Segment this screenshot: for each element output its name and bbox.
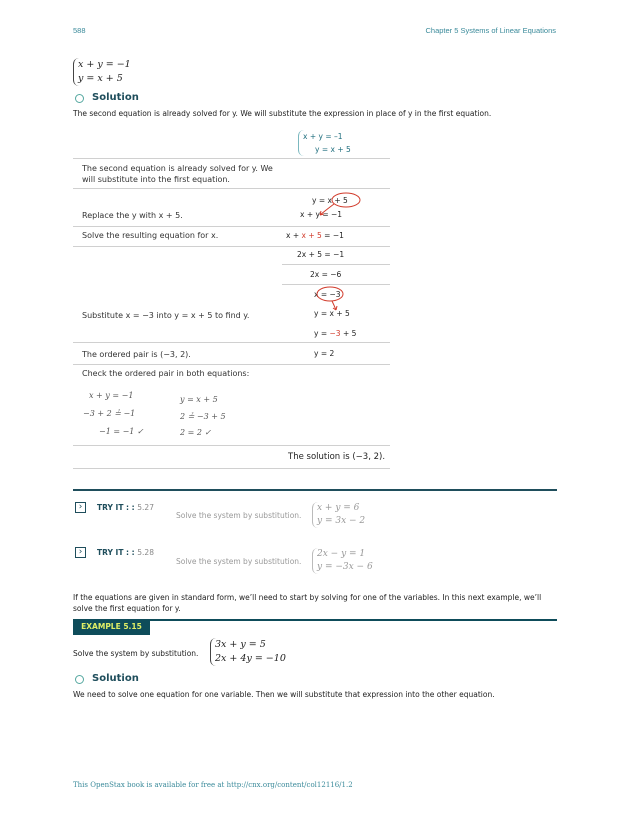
table-rule <box>282 264 390 265</box>
solution-system <box>298 130 351 156</box>
try-it-label: TRY IT : : 5.28 <box>97 548 154 557</box>
try-it-prompt: Solve the system by substitution. <box>176 511 302 520</box>
try-it-system <box>312 548 373 574</box>
work-eq: y = 2 <box>314 349 335 358</box>
footer-note: This OpenStax book is available for free at http://cnx.org/content/col12116/1.2 <box>73 781 353 789</box>
conclusion: The solution is (−3, 2). <box>288 452 386 462</box>
table-rule <box>73 158 390 159</box>
check-right: y = x + 5 <box>180 395 218 404</box>
example-prompt: Solve the system by substitution. <box>73 649 199 658</box>
example-badge: EXAMPLE 5.15 <box>73 619 150 635</box>
substitution-arrow <box>310 284 360 314</box>
step-text: The ordered pair is (−3, 2). <box>82 350 191 359</box>
solution-intro: The second equation is already solved for y. We will substitute the expression in place of y in the first equation. <box>73 109 492 118</box>
table-rule <box>73 445 390 446</box>
solution-eq1: x + y = –1 <box>303 132 343 141</box>
try-it-system <box>312 502 365 528</box>
try-it-eq1: 2x − y = 1 <box>317 549 366 559</box>
try-it-eq2: y = −3x − 6 <box>317 562 373 572</box>
solution-title: Solution <box>92 673 139 684</box>
work-eq: y = −3 + 5 <box>314 329 357 338</box>
try-it-eq2: y = 3x − 2 <box>317 516 366 526</box>
try-it-eq1: x + y = 6 <box>317 503 360 513</box>
table-rule <box>73 342 390 343</box>
step-text: The second equation is already solved for y. We will substitute into the first equation. <box>82 164 273 184</box>
example-rule <box>150 619 557 621</box>
substitution-arrow <box>296 190 366 220</box>
example-system <box>210 638 286 666</box>
check-right: 2 ≟ −3 + 5 <box>180 412 226 421</box>
work-eq: 2x = −6 <box>310 270 342 279</box>
page-number: 588 <box>73 26 86 35</box>
solution-title: Solution <box>92 92 139 103</box>
step-text: Substitute x = −3 into y = x + 5 to find y. <box>82 311 250 320</box>
work-eq: 2x + 5 = −1 <box>297 250 345 259</box>
check-left: −3 + 2 ≟ −1 <box>83 409 136 418</box>
transition-paragraph: If the equations are given in standard form, we’ll need to start by solving for one of the variables. In this next example, we’ll solve the first equation for y. <box>73 593 542 613</box>
try-it-label: TRY IT : : 5.27 <box>97 503 154 512</box>
check-circle-icon <box>75 94 84 103</box>
example-bar <box>73 619 557 635</box>
chapter-title: Chapter 5 Systems of Linear Equations <box>425 26 556 35</box>
check-circle-icon <box>75 675 84 684</box>
table-rule <box>73 188 390 189</box>
table-rule <box>73 364 390 365</box>
step-text: Check the ordered pair in both equations: <box>82 369 250 378</box>
step-text: Replace the y with x + 5. <box>82 211 183 220</box>
check-left: x + y = −1 <box>89 391 134 400</box>
intro-system <box>73 58 131 86</box>
work-eq: y = x + 5 <box>312 196 348 205</box>
solution-eq2: y = x + 5 <box>315 145 351 154</box>
try-it-rule <box>73 489 557 491</box>
check-left: −1 = −1 ✓ <box>99 427 144 436</box>
solution2-text: We need to solve one equation for one variable. Then we will substitute that expression into the other equation. <box>73 690 495 699</box>
table-rule <box>73 246 390 247</box>
intro-eq1: x + y = −1 <box>78 59 131 70</box>
intro-eq2: y = x + 5 <box>78 73 123 84</box>
table-rule <box>73 226 390 227</box>
step-text: Solve the resulting equation for x. <box>82 231 219 240</box>
work-eq: y = x + 5 <box>314 309 350 318</box>
table-rule <box>73 468 390 469</box>
work-eq: x + x + 5 = −1 <box>286 231 344 240</box>
check-right: 2 = 2 ✓ <box>180 428 212 437</box>
chevron-right-icon[interactable]: › <box>75 502 86 513</box>
example-eq1: 3x + y = 5 <box>215 639 266 650</box>
try-it-prompt: Solve the system by substitution. <box>176 557 302 566</box>
example-eq2: 2x + 4y = −10 <box>215 653 286 664</box>
chevron-right-icon[interactable]: › <box>75 547 86 558</box>
work-eq: x + y = −1 <box>300 210 343 219</box>
work-eq: x = −3 <box>314 290 341 299</box>
